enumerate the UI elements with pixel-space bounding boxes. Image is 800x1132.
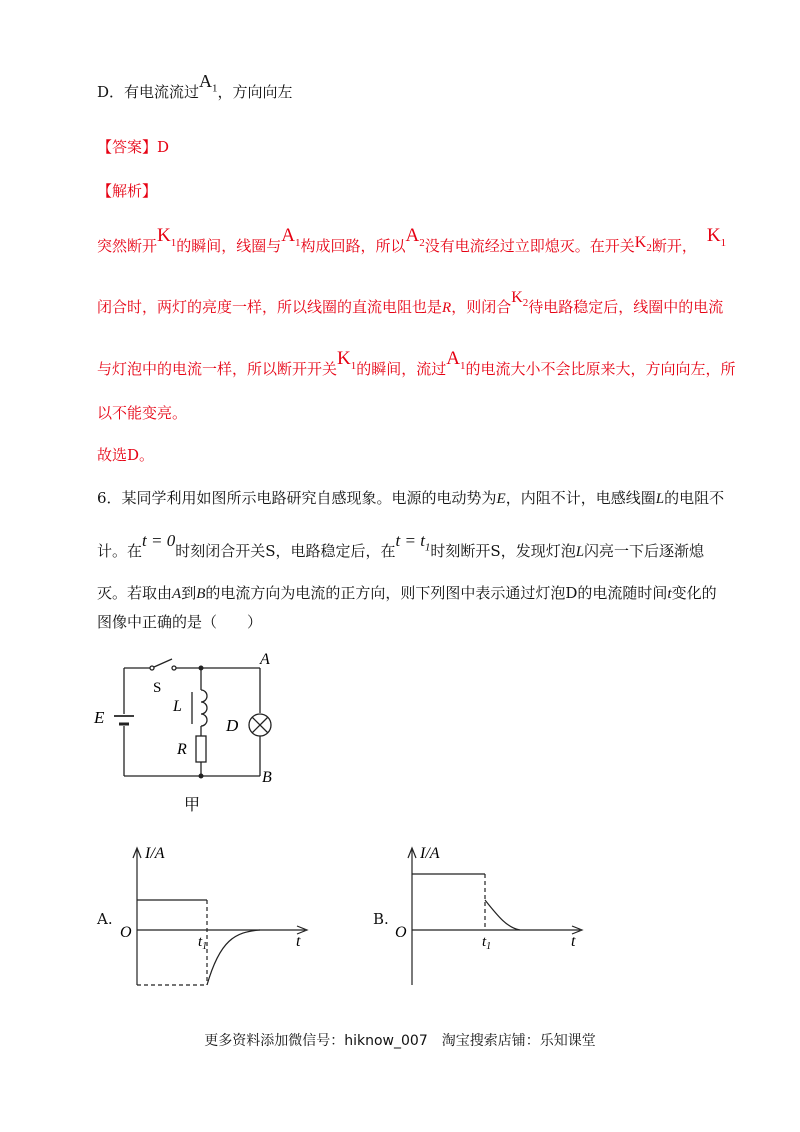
svg-text:t1: $t_1$ <box>198 934 208 952</box>
answer-value: D <box>157 138 170 156</box>
option-b-label: B. <box>373 910 389 928</box>
label-e: E <box>94 708 105 727</box>
svg-text:t1: $t_1$ <box>482 934 492 952</box>
q6-line-4: 图像中正确的是（ ） <box>97 613 263 631</box>
svg-text:t: t <box>571 933 576 950</box>
q6-line-2: 计。在t = 0时刻闭合开关S，电路稳定后，在$t = t_1$时刻断开S，发现灯泡L闪亮一下后逐渐熄 <box>97 531 705 560</box>
answer-label: 【答案】 <box>97 138 158 156</box>
graph-a <box>110 840 315 990</box>
label-s: S <box>153 680 162 696</box>
label-a: A <box>260 651 270 668</box>
circuit-diagram <box>80 650 300 815</box>
analysis-line-4: 以不能变亮。 <box>97 404 188 422</box>
option-a-label: A. <box>97 910 113 928</box>
svg-text:O: O <box>395 924 407 941</box>
analysis-line-5: 故选D。 <box>97 446 155 464</box>
label-d: D <box>226 716 239 735</box>
q6-line-3: 灭。若取由A到B的电流方向为电流的正方向，则下列图中表示通过灯泡D的电流随时间t变化的 <box>97 584 717 602</box>
svg-text:O: O <box>120 924 132 941</box>
svg-text:I/A: I/A <box>420 845 440 862</box>
graph-b <box>385 840 590 990</box>
q6-line-1: 6．某同学利用如图所示电路研究自感现象。电源的电动势为E，内阻不计，电感线圈L的电阻不 <box>97 489 725 507</box>
answer-line <box>97 136 169 158</box>
label-b: B <box>262 769 272 786</box>
label-r: R <box>177 741 187 758</box>
analysis-line-2: 闭合时，两灯的亮度一样，所以线圈的直流电阻也是R，则闭合$K_2$待电路稳定后，线圈中的电流 <box>97 289 724 316</box>
svg-text:I/A: I/A <box>145 845 165 862</box>
option-d: D．有电流流过$A_1$，方向向左 <box>97 71 293 101</box>
svg-text:t: t <box>296 933 301 950</box>
analysis-line-3: 与灯泡中的电流一样，所以断开开关$K_1$的瞬间，流过$A_1$的电流大小不会比原来大，方向向左，所 <box>97 348 736 378</box>
circuit-caption: 甲 <box>184 797 201 814</box>
analysis-line-1: 突然断开$K_1$的瞬间，线圈与$A_1$构成回路，所以$A_2$没有电流经过立即熄灭。在开关$K_2$断开， $K_1$ <box>97 225 727 255</box>
label-l: L <box>173 698 182 715</box>
analysis-label: 【解析】 <box>97 182 158 200</box>
footer-promo: 更多资料添加微信号：hiknow_007 淘宝搜索店铺：乐知课堂 <box>204 1033 596 1049</box>
